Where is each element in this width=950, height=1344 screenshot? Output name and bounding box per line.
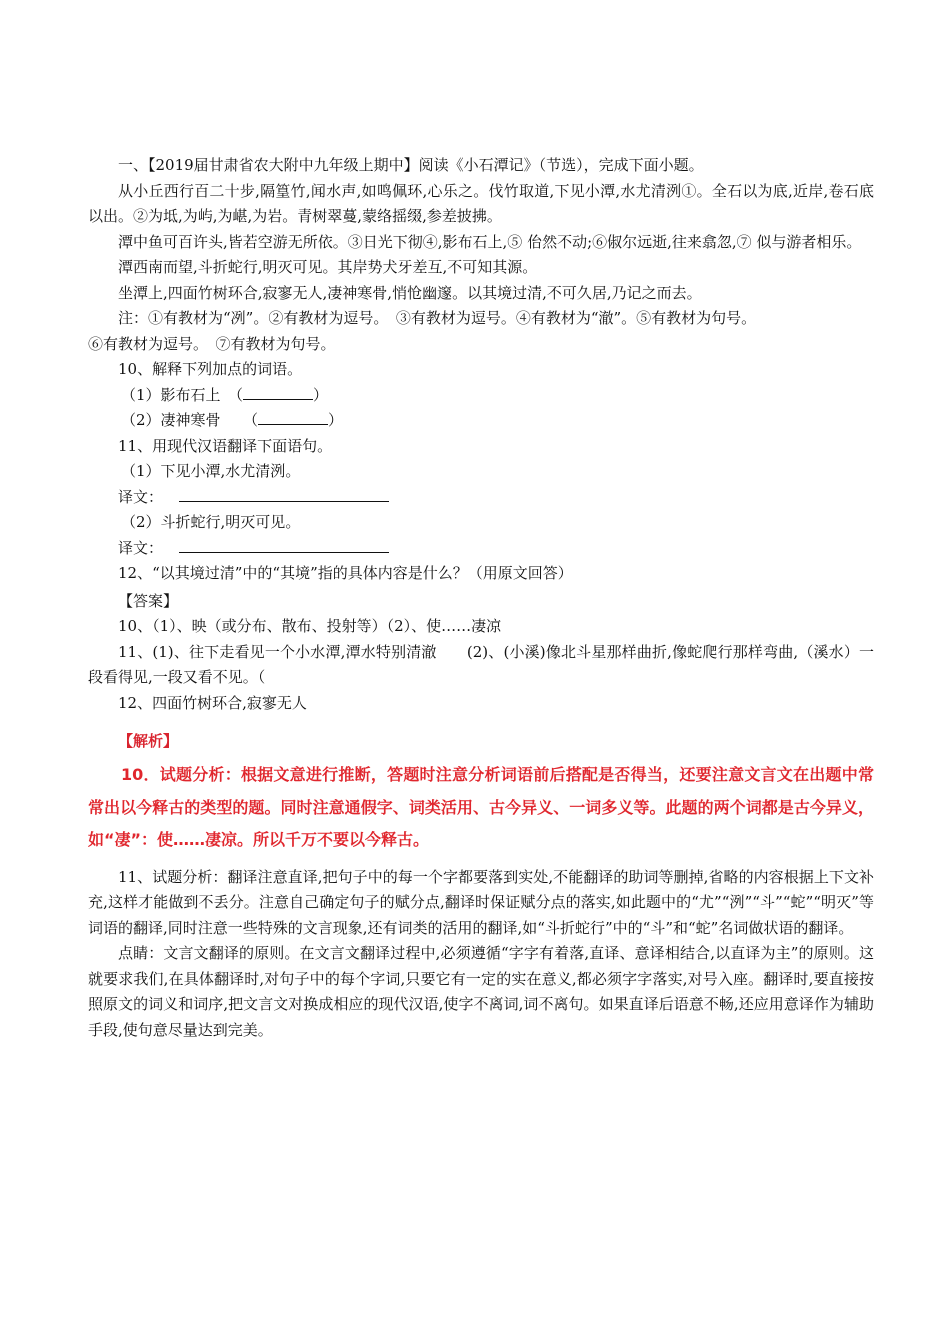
q11-translation-label-1: 译文： <box>118 487 164 506</box>
q11-translation-blank-2[interactable] <box>179 538 389 553</box>
passage-notes-line-1: 注：①有教材为“冽”。②有教材为逗号。 ③有教材为逗号。④有教材为“澈”。⑤有教材为句号。 <box>118 309 757 327</box>
answer-12: 12、四面竹树环合,寂寥无人 <box>118 693 307 712</box>
q10-answer-blank-1[interactable] <box>243 385 313 400</box>
q11-item-1: （1）下见小潭,水尤清洌。 <box>121 462 301 480</box>
q11-translation-blank-1[interactable] <box>179 487 389 502</box>
q10-item-2-text: （2）凄神寒骨 （ <box>121 411 259 429</box>
analysis-11: 11、试题分析：翻译注意直译,把句子中的每一个字都要落到实处,不能翻译的助词等删掉,省略的内容根据上下文补充,这样才能做到不丢分。注意自己确定句子的赋分点,翻译时保证赋分点的落实,如此题中的“尤”“洌”“斗”“蛇”“明灭”等词语的翻译,同时注意一些特殊的文言现象,还有词类的活用的翻译,如“斗折蛇行”中的“斗”和“蛇”名词做状语的翻译。 <box>88 867 874 937</box>
answer-11: 11、(1)、往下走看见一个小水潭,潭水特别清澈 (2)、(小溪)像北斗星那样曲折,像蛇爬行那样弯曲,（溪水）一段看得见,一段又看不见。（ <box>88 642 874 686</box>
q10-item-1 <box>88 383 874 409</box>
question-intro: 一、【2019届甘肃省农大附中九年级上期中】阅读《小石潭记》（节选），完成下面小题。 <box>118 156 704 174</box>
q11-prompt: 11、用现代汉语翻译下面语句。 <box>118 436 333 455</box>
analysis-heading: 【解析】 <box>118 732 179 750</box>
q10-item-2 <box>88 408 874 434</box>
answer-heading: 【答案】 <box>118 591 179 610</box>
q11-item-2: （2）斗折蛇行,明灭可见。 <box>121 513 301 531</box>
passage-paragraph-3: 潭西南而望,斗折蛇行,明灭可见。其岸势犬牙差互,不可知其源。 <box>118 258 538 276</box>
q10-answer-blank-2[interactable] <box>258 410 328 425</box>
q10-prompt: 10、解释下列加点的词语。 <box>118 360 303 378</box>
analysis-dianjing: 点睛：文言文翻译的原则。在文言文翻译过程中,必须遵循“字字有着落,直译、意译相结合,以直译为主”的原则。这就要求我们,在具体翻译时,对句子中的每个字词,只要它有一定的实在意义,都必须字字落实,对号入座。翻译时,要直接按照原文的词义和词序,把文言文对换成相应的现代汉语,使字不离词,词不离句。如果直译后语意不畅,还应用意译作为辅助手段,使句意尽量达到完美。 <box>88 944 874 1039</box>
q11-translation-1 <box>88 485 874 511</box>
document-page <box>88 153 874 1043</box>
passage-notes-line-2: ⑥有教材为逗号。 ⑦有教材为句号。 <box>88 334 336 353</box>
q10-item-2-close: ） <box>328 411 344 429</box>
passage-paragraph-2: 潭中鱼可百许头,皆若空游无所依。③日光下彻④,影布石上,⑤ 佁然不动;⑥俶尔远逝,往来翕忽,⑦ 似与游者相乐。 <box>118 232 862 251</box>
analysis-10-red-text: 10．试题分析：根据文意进行推断，答题时注意分析词语前后搭配是否得当，还要注意文言文在出题中常常出以今释古的类型的题。同时注意通假字、词类活用、古今异义、一词多义等。此题的两个词都是古今异义，如“凄”：使……凄凉。所以千万不要以今释古。 <box>88 765 874 849</box>
q10-item-1-close: ） <box>313 385 329 404</box>
q11-translation-2 <box>88 536 874 562</box>
answer-10: 10、（1）、映（或分布、散布、投射等）（2）、使……凄凉 <box>118 617 502 635</box>
q11-translation-label-2: 译文： <box>118 538 164 557</box>
q10-item-1-text: （1）影布石上 （ <box>121 385 244 404</box>
passage-paragraph-1: 从小丘西行百二十步,隔篁竹,闻水声,如鸣佩环,心乐之。伐竹取道,下见小潭,水尤清洌①。全石以为底,近岸,卷石底以出。②为坻,为屿,为嵁,为岩。青树翠蔓,蒙络摇缀,参差披拂。 <box>88 181 874 225</box>
q12-prompt: 12、“以其境过清”中的“其境”指的具体内容是什么？（用原文回答） <box>118 564 573 582</box>
passage-paragraph-4: 坐潭上,四面竹树环合,寂寥无人,凄神寒骨,悄怆幽邃。以其境过清,不可久居,乃记之而去。 <box>118 283 702 302</box>
